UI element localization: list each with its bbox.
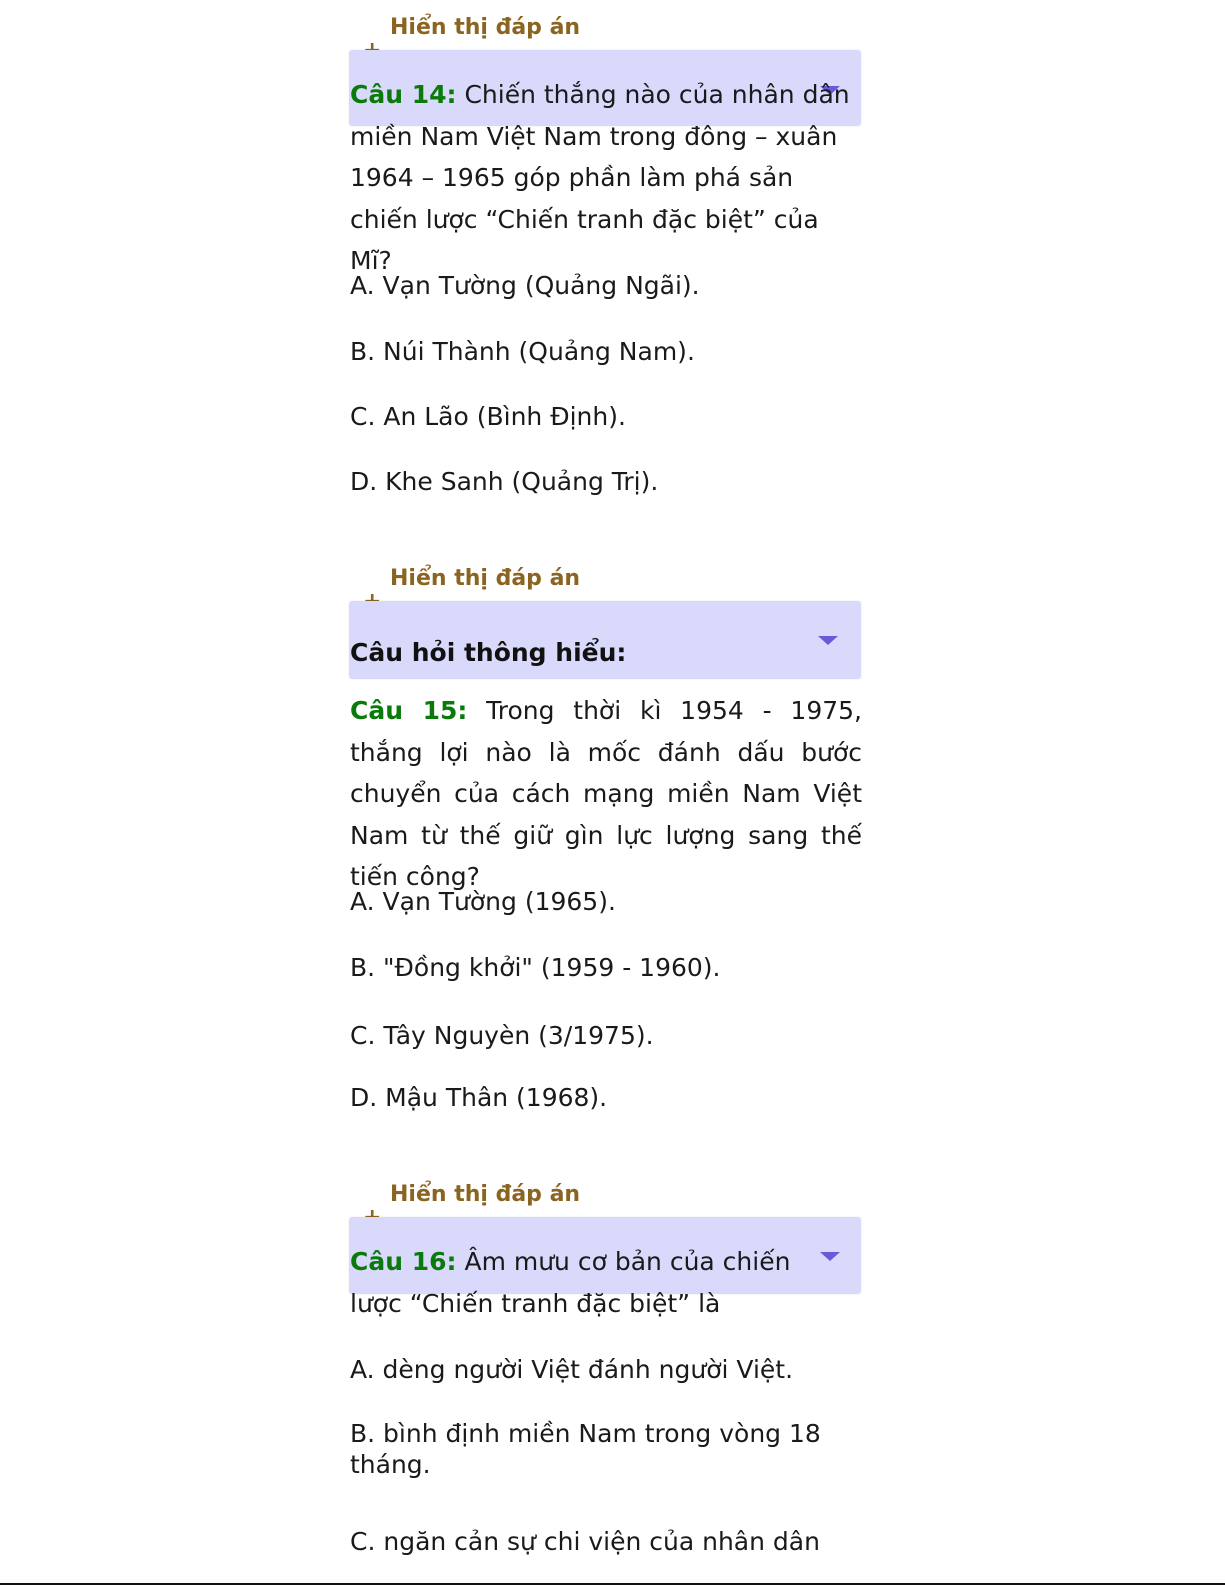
option-c: C. An Lão (Bình Định). — [350, 402, 626, 431]
section-heading: Câu hỏi thông hiểu: — [350, 638, 627, 667]
option-a: A. Vạn Tường (1965). — [350, 887, 616, 916]
question-number: Câu 14: — [350, 80, 457, 109]
question-body: Âm mưu cơ bản của chiến lược “Chiến tranh đặc biệt” là — [350, 1247, 791, 1318]
option-b: B. bình định miền Nam trong vòng 18 tháng. — [350, 1419, 821, 1479]
question-text — [350, 1241, 850, 1324]
caret-down-icon[interactable] — [818, 636, 838, 645]
question-body: Trong thời kì 1954 - 1975, thắng lợi nào là mốc đánh dấu bước chuyển của cách mạng miền Nam Việt Nam từ thế giữ gìn lực lượng sang thế tiến công? — [350, 696, 862, 891]
option-d: D. Khe Sanh (Quảng Trị). — [350, 467, 659, 496]
option-a: A. dèng người Việt đánh người Việt. — [350, 1355, 794, 1384]
show-answer-label[interactable]: Hiển thị đáp án — [390, 566, 581, 591]
option-c: C. Tây Nguyèn (3/1975). — [350, 1021, 654, 1050]
question-number: Câu 16: — [350, 1247, 457, 1276]
show-answer-label[interactable]: Hiển thị đáp án — [390, 1182, 581, 1207]
question-body: Chiến thắng nào của nhân dân miền Nam Việt Nam trong đông – xuân 1964 – 1965 góp phần làm phá sản chiến lược “Chiến tranh đặc biệt” của Mĩ? — [350, 80, 850, 275]
question-text — [350, 690, 862, 898]
option-a: A. Vạn Tường (Quảng Ngãi). — [350, 271, 700, 300]
show-answer-label[interactable]: Hiển thị đáp án — [390, 15, 581, 40]
option-b: B. "Đồng khởi" (1959 - 1960). — [350, 953, 721, 982]
option-c: C. ngăn cản sự chi viện của nhân dân — [350, 1527, 820, 1556]
question-number: Câu 15: — [350, 696, 468, 725]
question-text — [350, 74, 862, 282]
option-b: B. Núi Thành (Quảng Nam). — [350, 337, 695, 366]
option-d: D. Mậu Thân (1968). — [350, 1083, 608, 1112]
